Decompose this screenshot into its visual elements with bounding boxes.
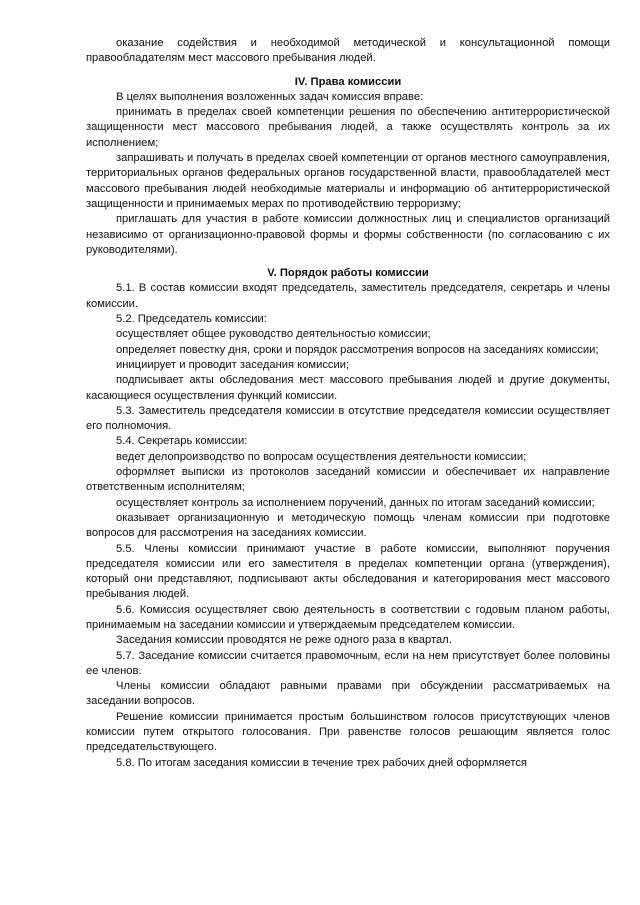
- paragraph: 5.1. В состав комиссии входят председатель, заместитель председателя, секретарь и члены комиссии.: [86, 282, 610, 310]
- paragraph: запрашивать и получать в пределах своей компетенции от органов местного самоуправления, территориальных органов федеральных органов государственной власти, правообладателей мест массового пребывания людей необходимые материалы и информацию об антитеррористической защищенности и принимаемых мерах по противодействию терроризму;: [86, 152, 610, 210]
- paragraph: 5.5. Члены комиссии принимают участие в работе комиссии, выполняют поручения председателя комиссии или его заместителя в пределах компетенции органа (утверждения), который они представляют, подписывают акты обследования и категорирования мест массового пребывания людей.: [86, 542, 610, 601]
- paragraph: инициирует и проводит заседания комиссии;: [116, 358, 350, 371]
- paragraph: оформляет выписки из протоколов заседаний комиссии и обеспечивает их направление ответственным исполнителям;: [86, 466, 610, 494]
- paragraph: подписывает акты обследования мест массового пребывания людей и другие документы, касающиеся осуществления функций комиссии.: [86, 374, 610, 402]
- paragraph: 5.6. Комиссия осуществляет свою деятельность в соответствии с годовым планом работы, принимаемым на заседании комиссии и утверждаемым председателем комиссии.: [86, 603, 610, 631]
- paragraph: оказывает организационную и методическую помощь членам комиссии при подготовке вопросов для рассмотрения на заседаниях комиссии.: [86, 511, 610, 540]
- paragraph: В целях выполнения возложенных задач комиссия вправе:: [116, 90, 424, 103]
- paragraph: оказание содействия и необходимой методической и консультационной помощи правообладателям мест массового пребывания людей.: [86, 37, 610, 65]
- paragraph: ведет делопроизводство по вопросам осуществления деятельности комиссии;: [116, 450, 527, 463]
- document-page: [86, 36, 610, 771]
- section-heading-rights: IV. Права комиссии: [294, 75, 402, 88]
- paragraph: 5.2. Председатель комиссии:: [116, 313, 267, 326]
- paragraph: 5.3. Заместитель председателя комиссии в отсутствие председателя комиссии осуществляет его полномочия.: [86, 404, 610, 433]
- paragraph: осуществляет общее руководство деятельностью комиссии;: [116, 328, 431, 341]
- paragraph: Решение комиссии принимается простым большинством голосов присутствующих членов комиссии путем открытого голосования. При равенстве голосов решающим является голос председательствующего.: [86, 710, 610, 754]
- paragraph: определяет повестку дня, сроки и порядок рассмотрения вопросов на заседаниях комиссии;: [116, 343, 599, 356]
- paragraph: приглашать для участия в работе комиссии должностных лиц и специалистов организаций независимо от организационно-правовой формы и формы собственности (по согласованию с их руководителями).: [86, 213, 610, 256]
- paragraph: Заседания комиссии проводятся не реже одного раза в квартал.: [116, 634, 452, 647]
- section-heading-procedure: V. Порядок работы комиссии: [267, 267, 429, 280]
- paragraph: 5.4. Секретарь комиссии:: [116, 435, 248, 448]
- paragraph: Члены комиссии обладают равными правами при обсуждении рассматриваемых на заседании вопросов.: [86, 680, 610, 708]
- paragraph: принимать в пределах своей компетенции решения по обеспечению антитеррористической защищенности мест массового пребывания людей, а также осуществлять контроль за их исполнением;: [86, 106, 610, 149]
- paragraph: осуществляет контроль за исполнением поручений, данных по итогам заседаний комиссии;: [116, 496, 595, 509]
- paragraph: 5.8. По итогам заседания комиссии в течение трех рабочих дней оформляется: [116, 756, 527, 769]
- paragraph: 5.7. Заседание комиссии считается правомочным, если на нем присутствует более половины ее членов.: [86, 649, 610, 677]
